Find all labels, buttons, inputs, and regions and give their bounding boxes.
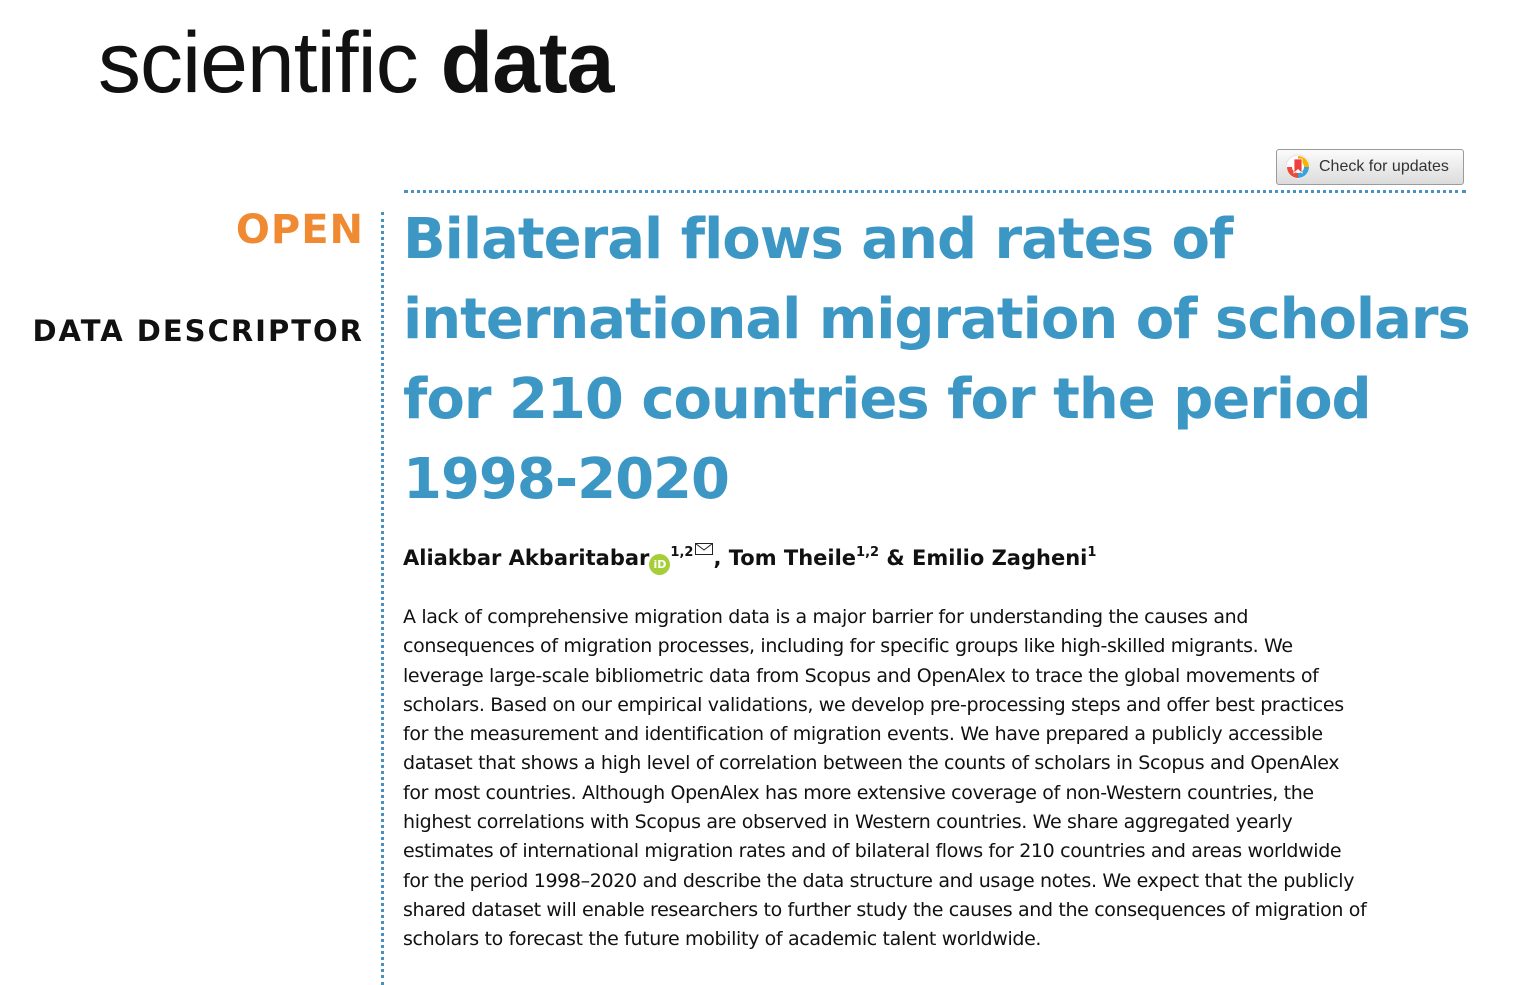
abstract-line: dataset that shows a high level of correlation between the counts of scholars in Scopus and OpenAlex [403, 752, 1340, 775]
check-for-updates-button[interactable] [1276, 149, 1464, 185]
journal-name-bold: data [440, 15, 614, 111]
check-for-updates-label: Check for updates [1319, 158, 1449, 175]
author-name[interactable]: Tom Theile [728, 546, 857, 570]
abstract [403, 603, 1478, 955]
affiliation-ref: 1,2 [670, 545, 694, 560]
title-line: 1998-2020 [403, 447, 729, 512]
article-type-label: DATA DESCRIPTOR [32, 314, 364, 348]
article-title [403, 200, 1483, 520]
header-divider [404, 190, 1466, 193]
open-access-label: OPEN [235, 207, 364, 253]
column-divider [381, 212, 384, 985]
journal-name-light: scientific [98, 15, 418, 111]
journal-logo [98, 8, 614, 118]
orcid-icon[interactable]: iD [649, 554, 670, 575]
abstract-line: for most countries. Although OpenAlex has more extensive coverage of non-Western countries, the [403, 781, 1314, 804]
envelope-icon[interactable] [695, 543, 713, 555]
affiliation-ref: 1 [1087, 545, 1097, 560]
affiliation-ref: 1,2 [856, 545, 880, 560]
abstract-line: highest correlations with Scopus are observed in Western countries. We share aggregated yearly [403, 811, 1293, 834]
abstract-line: consequences of migration processes, including for specific groups like high-skilled migrants. We [403, 635, 1293, 658]
author-separator: & [879, 546, 913, 570]
abstract-line: leverage large-scale bibliometric data from Scopus and OpenAlex to trace the global movements of [403, 664, 1319, 687]
author-name[interactable]: Emilio Zagheni [912, 546, 1088, 570]
abstract-line: scholars to forecast the future mobility of academic talent worldwide. [403, 928, 1042, 951]
abstract-line: A lack of comprehensive migration data is a major barrier for understanding the causes and [403, 606, 1249, 628]
author-list [403, 536, 1096, 575]
title-line: Bilateral flows and rates of [403, 207, 1233, 272]
abstract-line: for the period 1998–2020 and describe the data structure and usage notes. We expect that the publicly [403, 869, 1355, 892]
title-line: for 210 countries for the period [403, 367, 1371, 432]
abstract-line: scholars. Based on our empirical validations, we develop pre-processing steps and offer best practices [403, 693, 1344, 716]
abstract-line: for the measurement and identification of migration events. We have prepared a publicly accessible [403, 723, 1323, 746]
crossmark-icon [1285, 154, 1311, 180]
abstract-line: estimates of international migration rates and of bilateral flows for 210 countries and areas worldwide [403, 840, 1342, 863]
author-separator: , [713, 546, 729, 570]
title-line: international migration of scholars [403, 287, 1470, 352]
abstract-line: shared dataset will enable researchers to further study the causes and the consequences of migration of [403, 898, 1367, 921]
author-name[interactable]: Aliakbar Akbaritabar [403, 546, 650, 570]
